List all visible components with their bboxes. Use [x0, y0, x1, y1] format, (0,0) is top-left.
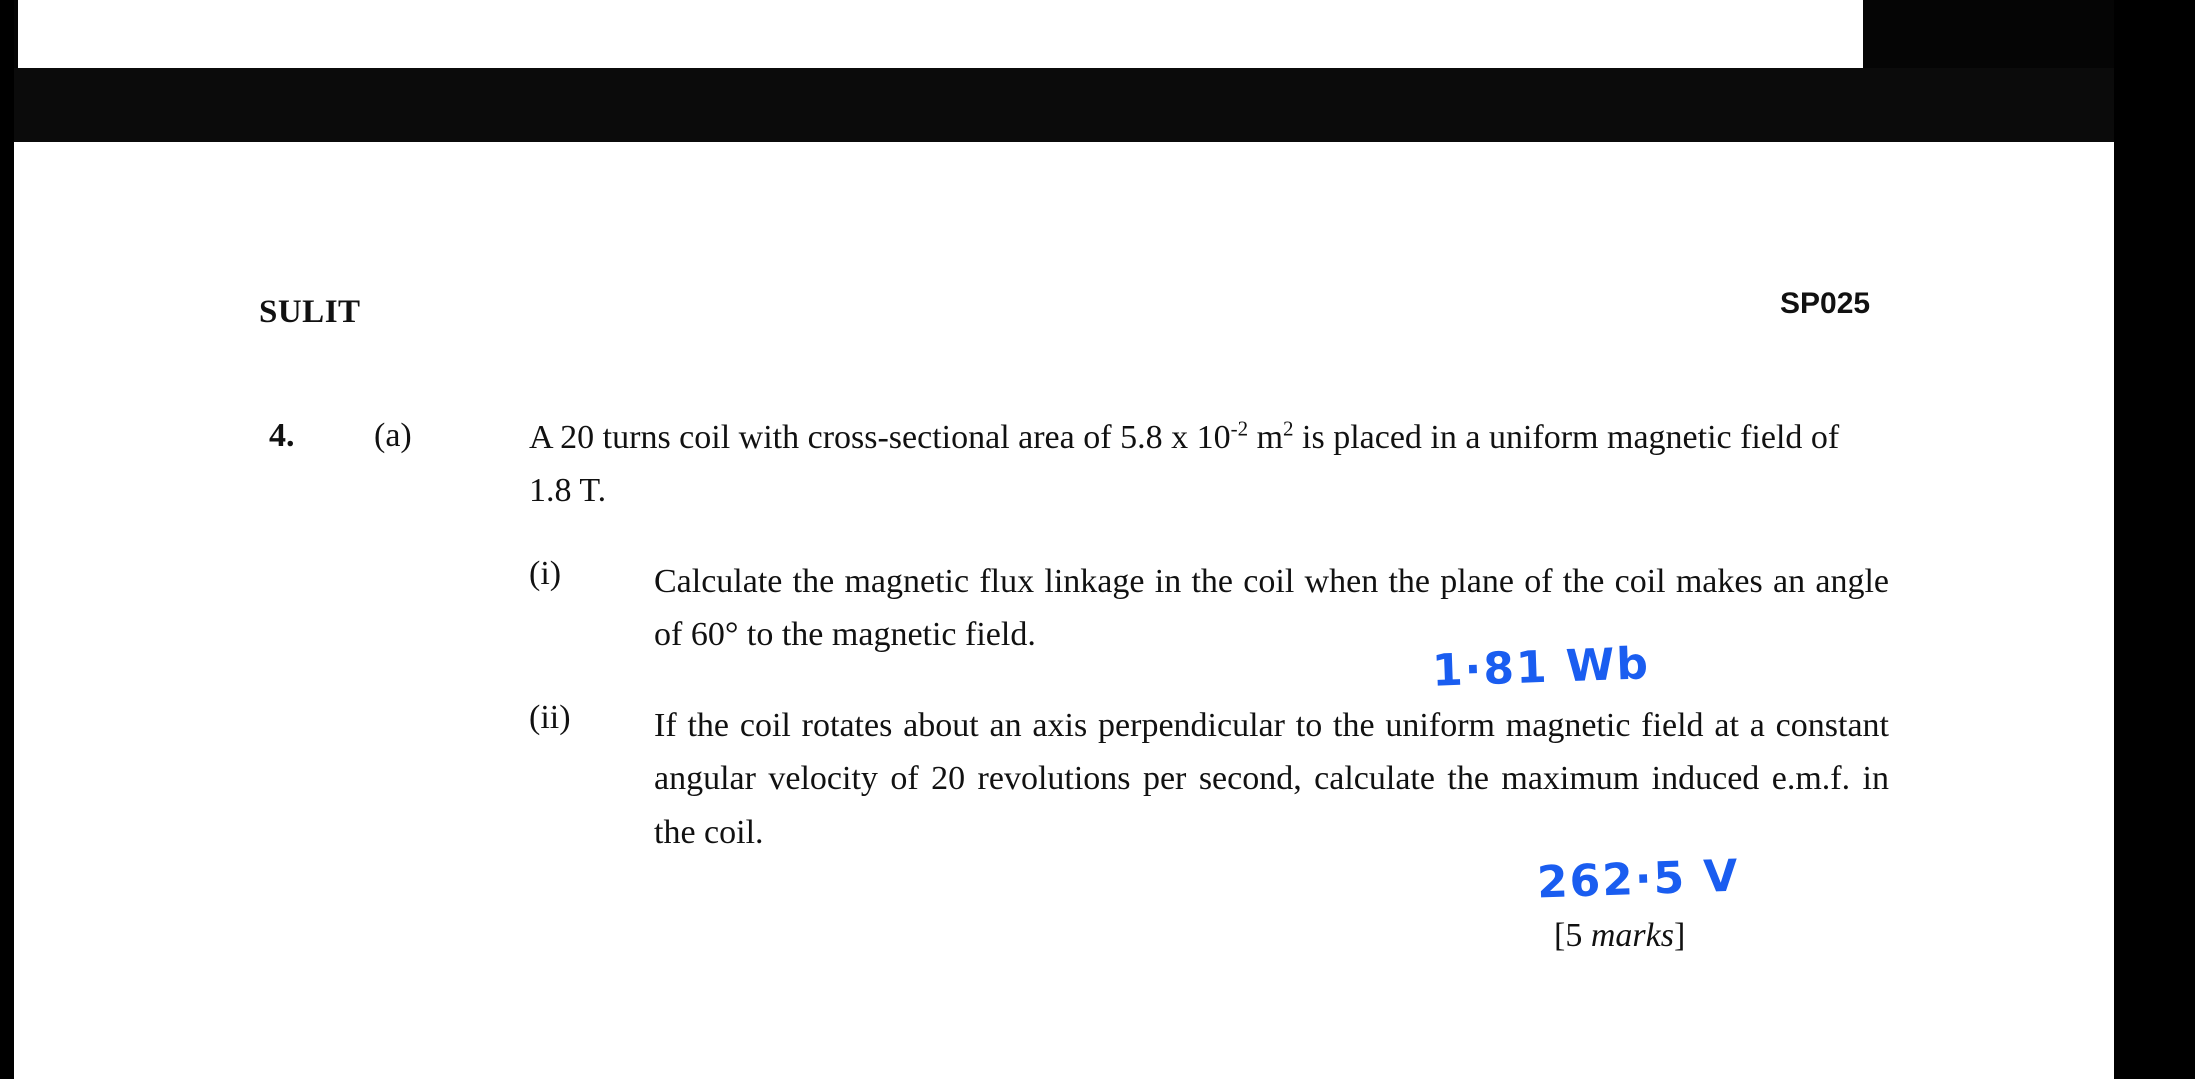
stem-exponent-2: 2	[1283, 416, 1294, 441]
marks-word: marks	[1590, 917, 1674, 954]
left-margin-backdrop	[0, 0, 14, 1079]
handwritten-answer-ii: 262·5 V	[1536, 850, 1741, 909]
page-header-left: SULIT	[259, 294, 361, 330]
marks-close: ]	[1673, 917, 1686, 954]
question-number: 4.	[269, 417, 295, 454]
page-header-code: SP025	[1780, 287, 1871, 320]
stem-exponent-1: -2	[1230, 416, 1249, 441]
page-gap	[0, 68, 2195, 142]
subpart-ii-text: If the coil rotates about an axis perpendicular to the uniform magnetic field at a constant angular velocity of 20 revolutions per second, calculate the maximum induced e.m.f. in the coil.	[654, 707, 1889, 851]
subpart-i-text: Calculate the magnetic flux linkage in the coil when the plane of the coil makes an angle of 60° to the magnetic field.	[654, 563, 1889, 654]
right-margin-backdrop	[2114, 0, 2195, 1079]
question-stem	[529, 412, 1889, 517]
previous-page-sliver	[18, 0, 1863, 68]
marks-open: [5	[1554, 917, 1591, 954]
stem-text-1: A 20 turns coil with cross-sectional area of 5.8 x 10	[529, 419, 1231, 456]
handwritten-answer-i: 1·81 Wb	[1431, 638, 1651, 697]
question-part-label: (a)	[374, 417, 412, 454]
subpart-ii-label: (ii)	[529, 699, 571, 736]
stem-text-3: is placed in a uniform magnetic field of 1.8 T.	[529, 419, 1840, 509]
exam-page	[14, 142, 2114, 1079]
marks-allocation	[1554, 917, 1685, 955]
stem-text-2: m	[1248, 419, 1284, 456]
subpart-i-label: (i)	[529, 555, 562, 592]
